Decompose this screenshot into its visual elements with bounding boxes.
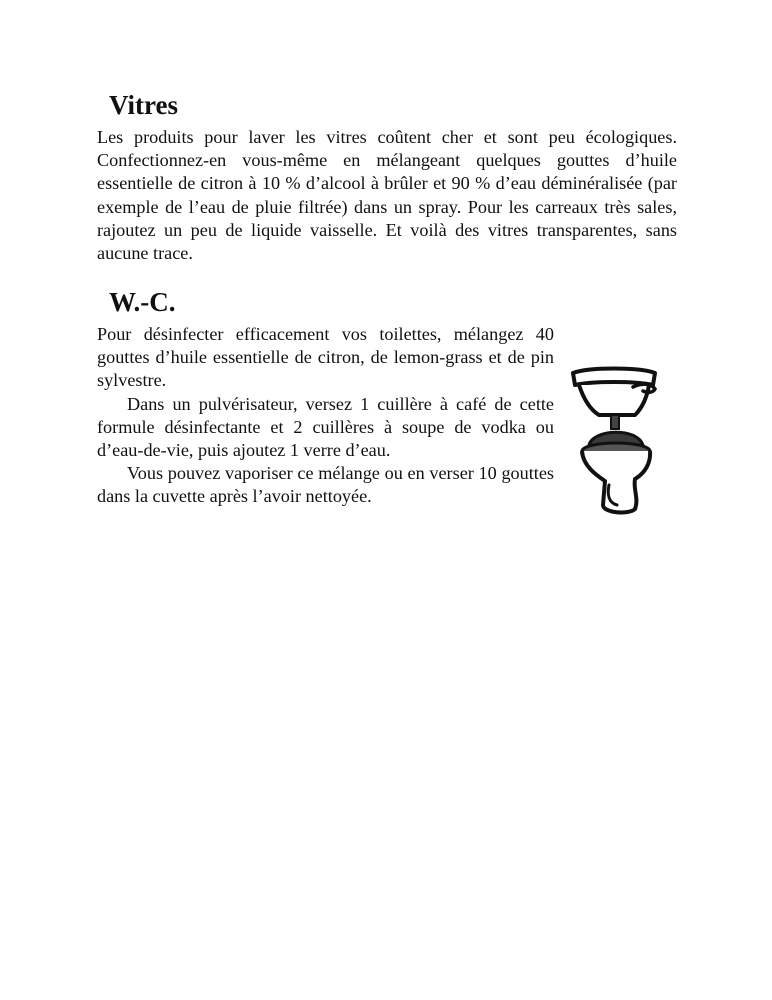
section-wc	[97, 285, 677, 509]
paragraph-wc-1: Pour désinfecter efficacement vos toilettes, mélangez 40 gouttes d’huile essentielle de citron, de lemon-grass et de pin sylvestre.	[97, 324, 554, 391]
paragraph-wc-2: Dans un pulvérisateur, versez 1 cuillère à café de cette formule désinfectante et 2 cuillères à soupe de vodka ou d’eau-de-vie, puis ajoutez 1 verre d’eau.	[97, 393, 554, 461]
wc-body	[97, 323, 677, 509]
paragraph-wc-3: Vous pouvez vaporiser ce mélange ou en verser 10 gouttes dans la cuvette après l’avoir nettoyée.	[97, 463, 554, 507]
section-vitres	[97, 88, 677, 265]
heading-wc: W.-C.	[109, 287, 176, 317]
wc-text	[97, 323, 554, 509]
paragraph-vitres: Les produits pour laver les vitres coûtent cher et sont peu écologiques. Confectionnez-en vous-même en mélangeant quelques gouttes d’huile essentielle de citron à 10 % d’alcool à brûler et 90 % d’eau déminéralisée (par exemple de l’eau de pluie filtrée) dans un spray. Pour les carreaux très sales, rajoutez un peu de liquide vaisselle. Et voilà des vitres transparentes, sans aucune trace.	[97, 127, 677, 264]
heading-vitres: Vitres	[109, 90, 178, 120]
toilet-icon	[569, 363, 661, 523]
